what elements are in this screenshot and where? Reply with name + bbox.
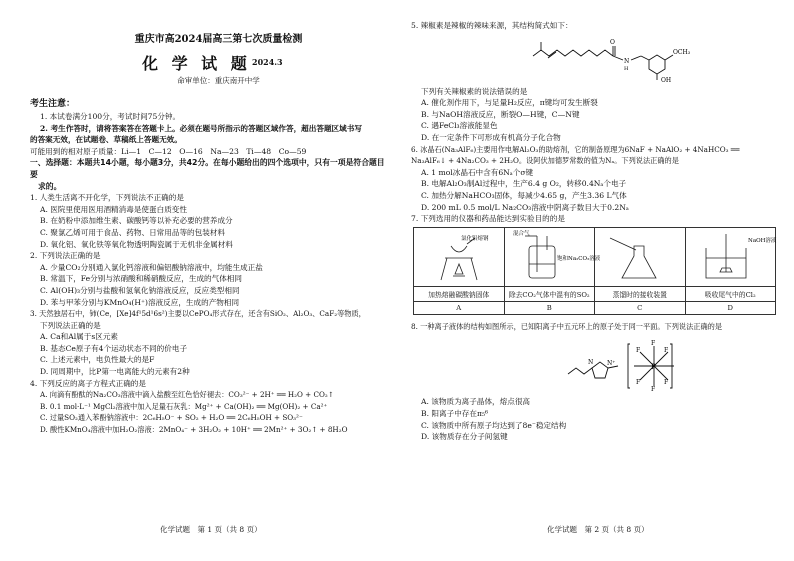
notice-line: 1. 本试卷满分100分，考试时间75分钟。 bbox=[40, 112, 181, 121]
question-1-option: C. 聚氯乙烯可用于食品、药物、日常用品等的包装材料 bbox=[40, 227, 226, 237]
notice-line: 的答案无效，在试题卷、草稿纸上答题无效。 bbox=[30, 135, 182, 145]
question-6-option: D. 200 mL 0.5 mol/L Na₂CO₃溶液中阴离子数目大于0.2Nₐ bbox=[421, 202, 629, 212]
question-3-option: A. Ca和Al属于s区元素 bbox=[40, 332, 119, 342]
question-8-option: B. 阳离子中存在π₅⁶ bbox=[421, 408, 489, 418]
structure-label: F bbox=[636, 379, 641, 387]
conical-flask-icon bbox=[596, 228, 684, 284]
question-3-option: B. 基态Ce原子有4个运动状态不同的价电子 bbox=[40, 343, 188, 353]
apparatus-caption: 除去CO₂气体中混有的SO₂ bbox=[504, 286, 595, 301]
apparatus-letter: D bbox=[685, 301, 776, 314]
capsaicin-structure bbox=[531, 36, 701, 84]
notice-title: 考生注意： bbox=[30, 99, 76, 109]
page-footer: 化学试题 第 1 页（共 8 页） bbox=[160, 525, 262, 534]
structure-label: N bbox=[624, 57, 630, 65]
question-3-option: D. 同周期中，比P第一电离能大的元素有2种 bbox=[40, 367, 190, 377]
structure-label: F bbox=[664, 379, 669, 387]
section-heading: 一、选择题：本题共14小题，每小题3分，共42分。在每小题给出的四个选项中，只有一项是符合题目要 bbox=[30, 158, 385, 179]
apparatus-c bbox=[595, 227, 686, 286]
paper-title: 化 学 试 题 bbox=[142, 54, 251, 73]
question-1-option: D. 氧化铝、氧化铁等氧化物透明陶瓷属于无机非金属材料 bbox=[40, 239, 233, 249]
apparatus-caption: 蒸馏时的接收装置 bbox=[595, 286, 686, 301]
question-8-option: A. 该物质为离子晶体，熔点很高 bbox=[421, 397, 531, 407]
question-5-stem: 5. 辣椒素是辣椒的辣味来源，其结构简式如下： bbox=[411, 21, 573, 30]
question-7-stem: 7. 下列选用的仪器和药品能达到实验目的的是 bbox=[411, 214, 565, 224]
question-5-option: A. 催化剂作用下，与足量H₂反应，π键均可发生断裂 bbox=[421, 98, 598, 108]
question-2-option: A. 少量CO₂分别通入氯化钙溶液和偏铝酸钠溶液中，均能生成正盐 bbox=[40, 262, 263, 272]
beaker-absorption-icon bbox=[686, 228, 777, 284]
structure-label: H bbox=[624, 65, 629, 72]
page-2 bbox=[397, 0, 794, 561]
apparatus-table bbox=[413, 227, 776, 315]
apparatus-letter: C bbox=[595, 301, 686, 314]
apparatus-label: 氯化铝熔钢 bbox=[460, 235, 489, 242]
question-1-stem: 1. 人类生活离不开化学，下列说法不正确的是 bbox=[30, 193, 184, 203]
question-6-option: C. 加热分解NaHCO₃固体，每减少4.65 g，产生3.36 L气体 bbox=[421, 190, 627, 200]
exam-date: 2024.3 bbox=[252, 57, 283, 67]
question-3-stem-cont: 下列说法正确的是 bbox=[40, 320, 101, 330]
apparatus-letter: B bbox=[504, 301, 595, 314]
structure-label: P bbox=[651, 363, 656, 372]
apparatus-letter: A bbox=[414, 301, 505, 314]
exam-header: 重庆市高2024届高三第七次质量检测 bbox=[134, 34, 303, 45]
section-heading-cont: 求的。 bbox=[38, 181, 62, 191]
title-row bbox=[30, 51, 387, 73]
apparatus-label: 混合气 bbox=[513, 230, 530, 237]
question-3-stem: 3. 天然独居石中，铈(Ce，[Xe]4f¹5d¹6s²)主要以CePO₄形式存在，还含有SiO₂、Al₂O₃、CaF₂等物质， bbox=[30, 309, 366, 319]
structure-label: F bbox=[636, 347, 641, 355]
crucible-heating-icon bbox=[415, 228, 503, 284]
question-2-option: B. 常温下，Fe分别与浓硝酸和稀硝酸反应，生成的气体相同 bbox=[40, 274, 243, 284]
structure-label: F bbox=[651, 340, 656, 348]
apparatus-label: 饱和Na₂CO₃溶液 bbox=[557, 255, 601, 262]
question-6-option: B. 电解Al₂O₃制Al过程中，生产6.4 g O₂，转移0.4Nₐ个电子 bbox=[421, 179, 627, 189]
question-1-option: B. 在奶粉中添加维生素、碳酸钙等以补充必要的营养成分 bbox=[40, 216, 233, 226]
question-6-stem: 6. 冰晶石(Na₃AlF₆)主要用作电解Al₂O₃的助熔剂，它的制备原理为6NaF + NaAlO₂ + 4NaHCO₃ ══ bbox=[411, 144, 740, 154]
question-4-option: B. 0.1 mol·L⁻¹ MgCl₂溶液中加入足量石灰乳：Mg²⁺ + Ca(OH)₂ ══ Mg(OH)₂ + Ca²⁺ bbox=[40, 401, 328, 411]
proposer: 命审单位：重庆南开中学 bbox=[177, 76, 260, 85]
apparatus-caption: 吸收尾气中的Cl₂ bbox=[685, 286, 776, 301]
question-4-option: A. 向滴有酚酞的Na₂CO₃溶液中滴入盐酸至红色恰好褪去：CO₃²⁻ + 2H⁺ ══ H₂O + CO₂↑ bbox=[40, 390, 334, 400]
question-2-stem: 2. 下列说法正确的是 bbox=[30, 251, 101, 261]
structure-label: OCH₃ bbox=[673, 48, 691, 56]
question-8-stem: 8. 一种离子液体的结构如图所示，已知阳离子中五元环上的原子处于同一平面。下列说法正确的是 bbox=[411, 321, 723, 331]
question-5-option: B. 与NaOH溶液反应，断裂O—H键，C—N键 bbox=[421, 109, 580, 119]
question-1-option: A. 医院里使用医用酒精消毒是使蛋白质变性 bbox=[40, 204, 187, 214]
notice-line: 可能用到的相对原子质量：Li—1 C—12 O—16 Na—23 Ti—48 Co—59 bbox=[30, 146, 307, 156]
structure-label: O bbox=[610, 38, 615, 46]
question-4-stem: 4. 下列反应的离子方程式正确的是 bbox=[30, 378, 146, 388]
question-8-option: C. 该物质中所有原子均达到了8e⁻稳定结构 bbox=[421, 420, 567, 430]
apparatus-caption: 加热熔融碳酸钠固体 bbox=[414, 286, 505, 301]
structure-label: F bbox=[664, 347, 669, 355]
question-5-option: D. 在一定条件下可形成有机高分子化合物 bbox=[421, 132, 561, 142]
apparatus-b bbox=[504, 227, 601, 286]
apparatus-a bbox=[414, 227, 505, 286]
question-3-option: C. 上述元素中，电负性最大的是F bbox=[40, 355, 155, 365]
question-4-option: C. 过量SO₂通入苯酚钠溶液中：2C₆H₅O⁻ + SO₂ + H₂O ══ 2C₆H₅OH + SO₃²⁻ bbox=[40, 413, 303, 423]
ionic-liquid-structure bbox=[566, 334, 676, 392]
question-4-option: D. 酸性KMnO₄溶液中加H₂O₂溶液：2MnO₄⁻ + 3H₂O₂ + 10H⁺ ══ 2Mn²⁺ + 3O₂↑ + 8H₂O bbox=[40, 425, 348, 435]
notice-line: 2. 考生作答时，请将答案答在答题卡上。必须在题号所指示的答题区域作答，超出答题区域书写 bbox=[40, 123, 362, 133]
question-8-option: D. 该物质存在分子间氢键 bbox=[421, 432, 508, 442]
structure-label: OH bbox=[661, 76, 672, 84]
question-6-option: A. 1 mol冰晶石中含有6Nₐ个σ键 bbox=[421, 167, 534, 177]
structure-label: N bbox=[588, 359, 594, 367]
structure-label: N⁺ bbox=[607, 360, 616, 368]
apparatus-d bbox=[685, 227, 776, 286]
question-5-sub: 下列有关辣椒素的说法错误的是 bbox=[421, 86, 528, 96]
structure-label: F bbox=[651, 386, 656, 394]
gas-wash-bottle-icon bbox=[505, 228, 601, 284]
question-6-stem-cont: Na₃AlF₆↓ + 4Na₂CO₃ + 2H₂O。设阿伏加德罗常数的值为Nₐ。下列说法正确的是 bbox=[411, 156, 679, 166]
apparatus-label: NaOH溶液 bbox=[748, 237, 777, 244]
question-5-option: C. 遇FeCl₃溶液能显色 bbox=[421, 121, 498, 131]
question-2-option: D. 苯与甲苯分别与KMnO₄(H⁺)溶液反应，生成的产物相同 bbox=[40, 297, 240, 307]
page-footer: 化学试题 第 2 页（共 8 页） bbox=[547, 525, 649, 534]
question-2-option: C. Al(OH)₃分别与盐酸和氢氧化钠溶液反应，反应类型相同 bbox=[40, 285, 240, 295]
